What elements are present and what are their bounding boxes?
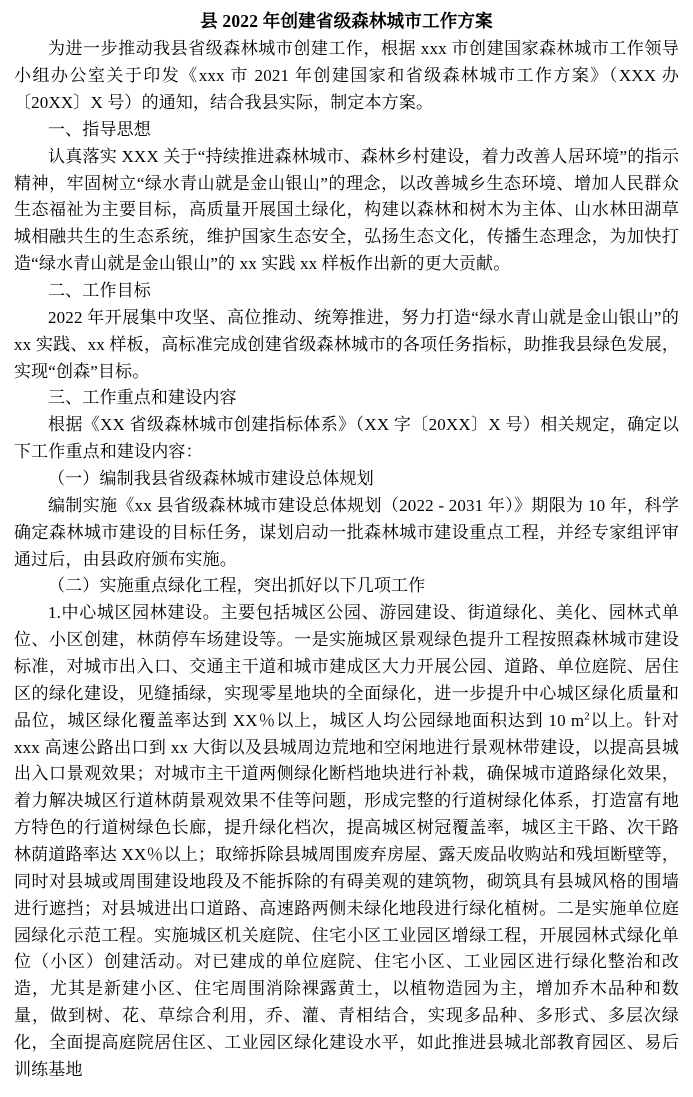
page-title: 县 2022 年创建省级森林城市工作方案 [200,11,493,31]
heading-subsection-1: （一）编制我县省级森林城市建设总体规划 [48,469,374,488]
paragraph-work-goal: 2022 年开展集中攻坚、高位推动、统筹推进，努力打造“绿水青山就是金山银山”的 xx 实践、xx 样板，高标准完成创建省级森林城市的各项任务指标，助推我县绿色发展，实现“创森”目标。 [14,307,679,381]
heading-subsection-2: （二）实施重点绿化工程，突出抓好以下几项工作 [48,576,426,596]
paragraph-greening-projects-part2: 以上。针对 xxx 高速公路出口到 xx 大街以及县城周边荒地和空闲地进行景观林带建设，以提高县城出入口景观效果；对城市主干道两侧绿化断档地块进行补栽，确保城市道路绿化效果，着力解决城区行道林荫景观效果不佳等问题，形成完整的行道树绿化体系，打造富有地方特色的行道树绿色长廊，提升绿化档次，提高城区树冠覆盖率，城区主干路、次干路林荫道路率达 XX％以上；取缔拆除县城周围废弃房屋、露天废品收购站和残垣断壁等，同时对县城或周围建设地段及不能拆除的有碍美观的建筑物，砌筑具有县城风格的围墙进行遮挡；对县城进出口道路、高速路两侧未绿化地段进行绿化植树。二是实施单位庭园绿化示范工程。实施城区机关庭院、住宅小区工业园区增绿工程，开展园林式绿化单位（小区）创建活动。对已建成的单位庭院、住宅小区、工业园区进行绿化整治和改造，尤其是新建小区、住宅周围消除裸露黄土，以植物造园为主，增加乔木品种和数量，做到树、花、草综合利用，乔、灌、青相结合，实现多品种、多形式、多层次绿化，全面提高庭院居住区、工业园区绿化建设水平，如此推进县城北部教育园区、易后训练基地 [14,710,679,1079]
heading-section-1: 一、指导思想 [48,119,151,139]
paragraph-intro: 为进一步推动我县省级森林城市创建工作，根据 xxx 市创建国家森林城市工作领导小组办公室关于印发《xxx 市 2021 年创建国家和省级森林城市工作方案》（XXX 办〔20XX〕X 号）的通知，结合我县实际，制定本方案。 [14,39,679,112]
paragraph-greening-projects-part1: 1.中心城区园林建设。主要包括城区公园、游园建设、街道绿化、美化、园林式单位、小区创建，林荫停车场建设等。一是实施城区景观绿色提升工程按照森林城市建设标准，对城市出入口、交通主干道和城市建成区大力开展公园、道路、单位庭院、居住区的绿化建设，见缝插绿，实现零星地块的全面绿化，进一步提升中心城区绿化质量和品位，城区绿化覆盖率达到 XX％以上，城区人均公园绿地面积达到 10 m [14,603,679,730]
heading-section-2: 二、工作目标 [48,280,151,300]
heading-section-3: 三、工作重点和建设内容 [48,388,237,408]
paragraph-guiding-thought: 认真落实 XXX 关于“持续推进森林城市、森林乡村建设，着力改善人居环境”的指示精神，牢固树立“绿水青山就是金山银山”的理念，以改善城乡生态环境、增加人民群众生态福祉为主要目标，高质量开展国土绿化，构建以森林和树木为主体、山水林田湖草城相融共生的生态系统，维护国家生态安全，弘扬生态文化，传播生态理念，为加快打造“绿水青山就是金山银山”的 xx 实践 xx 样板作出新的更大贡献。 [14,146,679,274]
superscript-square-meter: 2 [584,710,590,723]
paragraph-master-plan: 编制实施《xx 县省级森林城市建设总体规划（2022 - 2031 年）》期限为 10 年，科学确定森林城市建设的目标任务，谋划启动一批森林城市建设重点工程，并经专家组评审通过后，由县政府颁布实施。 [14,495,679,569]
paragraph-greening-projects [14,600,679,1083]
paragraph-basis: 根据《XX 省级森林城市创建指标体系》（XX 字〔20XX〕X 号）相关规定，确定以下工作重点和建设内容： [14,415,679,462]
